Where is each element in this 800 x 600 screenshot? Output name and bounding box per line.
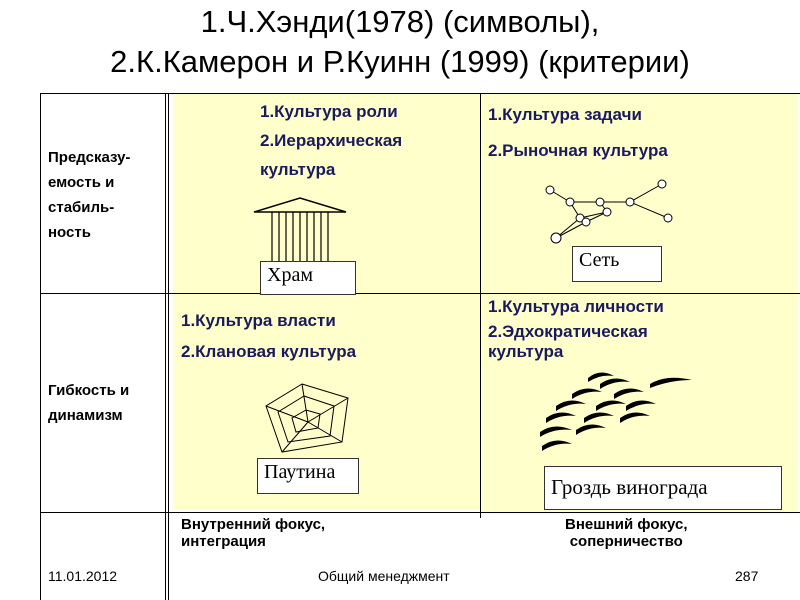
footer-course: Общий менеджмент	[318, 568, 450, 584]
culture-line: культура	[260, 160, 336, 179]
grid-line-divider	[165, 93, 166, 600]
axis-label-external	[565, 516, 687, 550]
symbol-label-network: Сеть	[572, 246, 662, 282]
task-culture-text	[488, 97, 668, 169]
culture-line: 1.Культура задачи	[488, 105, 642, 124]
culture-line: 1.Культура роли	[260, 102, 398, 121]
culture-line: 2.Рыночная культура	[488, 141, 668, 160]
culture-line: 2.Клановая культура	[181, 342, 357, 361]
grid-line-divider-2	[168, 93, 169, 600]
axis-line: соперничество	[569, 533, 683, 550]
culture-line: 1.Культура власти	[181, 311, 336, 330]
axis-line: Внутренний фокус,	[181, 516, 326, 533]
person-culture-text	[488, 294, 664, 360]
temple-icon	[250, 194, 350, 264]
axis-line: Внешний фокус,	[565, 516, 688, 533]
role-culture-text	[260, 97, 402, 184]
spider-web-icon	[262, 382, 352, 454]
footer-page-number: 287	[735, 568, 759, 584]
symbol-label-grapes: Гроздь винограда	[544, 466, 782, 510]
axis-label-internal	[181, 516, 325, 550]
row-label-line: Предсказу-	[48, 149, 131, 166]
title-line-1: 1.Ч.Хэнди(1978) (символы),	[200, 4, 600, 39]
row-label-line: ность	[48, 224, 91, 241]
power-culture-text	[181, 305, 356, 367]
grid-line-center	[480, 93, 481, 518]
grid-line-bottom	[40, 512, 800, 513]
symbol-label-web: Паутина	[257, 458, 359, 494]
culture-line: 2.Эдхократическая	[488, 322, 648, 341]
row-label-flexibility	[48, 378, 129, 428]
row-label-line: динамизм	[48, 407, 123, 424]
footer-date: 11.01.2012	[48, 568, 118, 584]
axis-line: интеграция	[181, 533, 266, 550]
grid-line-middle	[40, 293, 800, 294]
grape-cluster-icon	[538, 370, 698, 454]
row-label-line: емость и	[48, 174, 115, 191]
grid-line-top	[40, 93, 800, 94]
network-icon	[540, 176, 680, 250]
row-label-stability	[48, 145, 130, 245]
culture-line: 2.Иерархическая	[260, 131, 403, 150]
symbol-label-temple: Храм	[260, 261, 356, 295]
culture-line: 1.Культура личности	[488, 297, 664, 316]
title-line-2: 2.К.Камерон и Р.Куинн (1999) (критерии)	[110, 44, 690, 79]
slide-title	[0, 2, 800, 82]
row-label-line: стабиль-	[48, 199, 115, 216]
row-label-line: Гибкость и	[48, 382, 130, 399]
culture-line: культура	[488, 342, 564, 361]
grid-line-left	[40, 93, 41, 600]
